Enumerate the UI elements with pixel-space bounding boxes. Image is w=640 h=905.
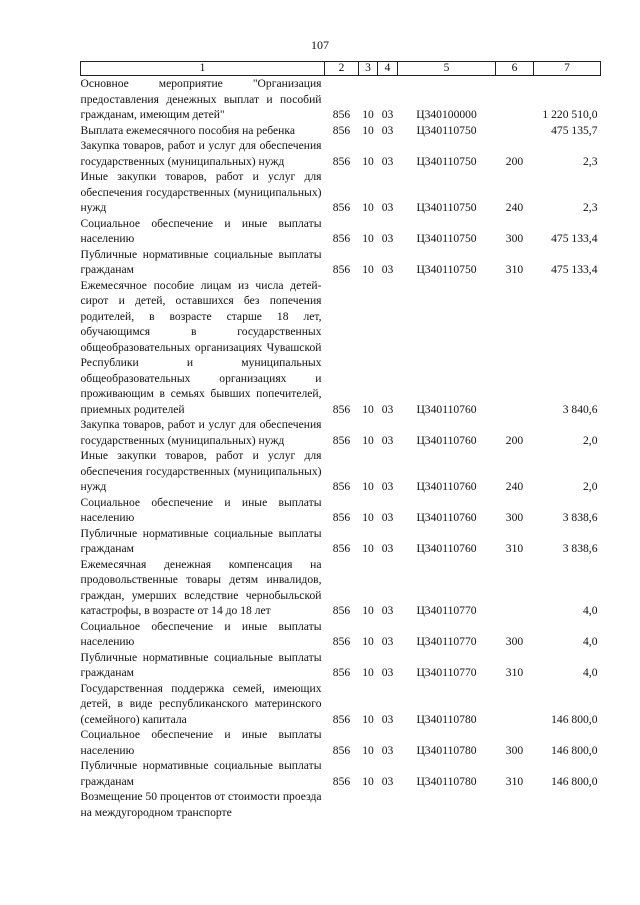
amount-cell: 2,3 <box>583 154 598 168</box>
expense-type-cell <box>496 278 534 418</box>
ministry-code-cell: 856 <box>332 402 351 416</box>
target-article-cell: Ц340110750 <box>416 201 477 214</box>
target-article-cell: Ц340110750 <box>416 154 477 168</box>
expense-type-cell <box>496 557 534 619</box>
table-body <box>81 76 601 821</box>
section-cell: 10 <box>362 511 374 524</box>
row-name-cell: Выплата ежемесячного пособия на ребенка <box>80 123 295 137</box>
ministry-code-cell: 856 <box>332 511 351 524</box>
subsection-cell: 03 <box>381 154 394 168</box>
expense-type-cell <box>496 76 534 123</box>
row-name-cell: Социальное обеспечение и иные выплаты населению <box>80 495 322 524</box>
budget-table <box>80 61 601 820</box>
row-name-cell: Ежемесячная денежная компенсация на продовольственные товары детям инвалидов, граждан, умерших вследствие чернобыльской катастрофы, в возрасте от 14 до 18 лет <box>80 557 322 617</box>
table-row <box>81 138 601 169</box>
table-row <box>81 650 601 681</box>
subsection-cell: 03 <box>381 108 394 121</box>
row-name-cell: Основное мероприятие "Организация предоставления денежных выплат и пособий гражданам, имеющим детей" <box>80 77 322 121</box>
column-header: 4 <box>378 62 398 76</box>
column-header-row <box>81 62 601 76</box>
amount-cell: 3 838,6 <box>562 511 598 524</box>
row-name-cell: Публичные нормативные социальные выплаты гражданам <box>80 650 322 679</box>
section-cell: 10 <box>362 108 374 121</box>
table-row <box>81 247 601 278</box>
expense-type-cell: 310 <box>505 774 524 788</box>
expense-type-cell: 300 <box>505 232 524 245</box>
page-number: 107 <box>311 38 329 52</box>
amount-cell: 146 800,0 <box>551 774 598 788</box>
table-row <box>81 758 601 789</box>
ministry-code-cell: 856 <box>332 263 351 276</box>
ministry-code-cell: 856 <box>332 480 351 493</box>
subsection-cell: 03 <box>381 511 394 524</box>
row-name-cell: Закупка товаров, работ и услуг для обеспечения государственных (муниципальных) нужд <box>80 418 322 447</box>
amount-cell: 475 133,4 <box>551 232 598 245</box>
expense-type-cell: 300 <box>505 743 524 757</box>
table-row <box>81 681 601 728</box>
subsection-cell: 03 <box>381 263 394 276</box>
subsection-cell: 03 <box>381 542 394 555</box>
section-cell: 10 <box>362 604 374 617</box>
ministry-code-cell <box>325 789 359 820</box>
section-cell: 10 <box>362 774 374 788</box>
table-row <box>81 216 601 247</box>
expense-type-cell: 240 <box>505 201 524 214</box>
subsection-cell: 03 <box>381 604 394 617</box>
section-cell: 10 <box>362 635 374 648</box>
ministry-code-cell: 856 <box>332 123 351 137</box>
table-row <box>81 278 601 418</box>
column-header: 1 <box>81 62 325 76</box>
table-row <box>81 619 601 650</box>
amount-cell: 146 800,0 <box>551 712 598 726</box>
row-name-cell: Ежемесячное пособие лицам из числа детей-сирот и детей, оставшихся без попечения родителей, в возрасте старше 18 лет, обучающимся в государственных общеобразовательных организациях Чувашской Республики и муниципальных общеобразовательных организациях и проживающим в семьях бывших попечителей, приемных родителей <box>80 278 322 416</box>
target-article-cell: Ц340110760 <box>416 480 477 493</box>
subsection-cell: 03 <box>381 743 394 757</box>
target-article-cell: Ц340110760 <box>416 402 477 416</box>
section-cell: 10 <box>362 712 374 726</box>
ministry-code-cell: 856 <box>332 604 351 617</box>
section-cell: 10 <box>362 480 374 493</box>
table-row <box>81 417 601 448</box>
amount-cell: 4,0 <box>583 604 598 617</box>
target-article-cell <box>398 789 496 820</box>
expense-type-cell: 300 <box>505 511 524 524</box>
target-article-cell: Ц340110770 <box>416 635 477 648</box>
amount-cell: 4,0 <box>583 666 598 679</box>
ministry-code-cell: 856 <box>332 433 351 447</box>
row-name-cell: Иные закупки товаров, работ и услуг для обеспечения государственных (муниципальных) нужд <box>80 449 322 493</box>
ministry-code-cell: 856 <box>332 232 351 245</box>
ministry-code-cell: 856 <box>332 108 351 121</box>
subsection-cell: 03 <box>381 433 394 447</box>
ministry-code-cell: 856 <box>332 542 351 555</box>
subsection-cell: 03 <box>381 480 394 493</box>
section-cell: 10 <box>362 666 374 679</box>
table-row <box>81 123 601 139</box>
expense-type-cell: 310 <box>505 666 524 679</box>
expense-type-cell <box>496 789 534 820</box>
table-row <box>81 169 601 216</box>
ministry-code-cell: 856 <box>332 712 351 726</box>
amount-cell: 3 838,6 <box>562 542 598 555</box>
ministry-code-cell: 856 <box>332 154 351 168</box>
target-article-cell: Ц340110770 <box>416 666 477 679</box>
ministry-code-cell: 856 <box>332 201 351 214</box>
subsection-cell: 03 <box>381 402 394 416</box>
target-article-cell: Ц340110770 <box>416 604 477 617</box>
row-name-cell: Возмещение 50 процентов от стоимости проезда на междугородном транспорте <box>80 790 322 819</box>
column-header: 5 <box>398 62 496 76</box>
amount-cell: 1 220 510,0 <box>542 108 598 121</box>
ministry-code-cell: 856 <box>332 666 351 679</box>
row-name-cell: Социальное обеспечение и иные выплаты населению <box>80 619 322 648</box>
table-row <box>81 526 601 557</box>
row-name-cell: Публичные нормативные социальные выплаты гражданам <box>80 247 322 276</box>
subsection-cell: 03 <box>381 635 394 648</box>
amount-cell: 4,0 <box>583 635 598 648</box>
amount-cell <box>534 789 601 820</box>
section-cell: 10 <box>362 542 374 555</box>
subsection-cell: 03 <box>381 774 394 788</box>
column-header: 2 <box>325 62 359 76</box>
section-cell: 10 <box>362 743 374 757</box>
amount-cell: 146 800,0 <box>551 743 598 757</box>
expense-type-cell: 310 <box>505 542 524 555</box>
target-article-cell: Ц340110760 <box>416 542 477 555</box>
ministry-code-cell: 856 <box>332 635 351 648</box>
row-name-cell: Закупка товаров, работ и услуг для обеспечения государственных (муниципальных) нужд <box>80 139 322 168</box>
table-row <box>81 448 601 495</box>
row-name-cell: Публичные нормативные социальные выплаты гражданам <box>80 759 322 788</box>
target-article-cell: Ц340110750 <box>416 263 477 276</box>
subsection-cell: 03 <box>381 666 394 679</box>
row-name-cell: Публичные нормативные социальные выплаты гражданам <box>80 526 322 555</box>
target-article-cell: Ц340110750 <box>416 232 477 245</box>
section-cell: 10 <box>362 232 374 245</box>
row-name-cell: Социальное обеспечение и иные выплаты населению <box>80 216 322 245</box>
expense-type-cell: 200 <box>505 154 524 168</box>
ministry-code-cell: 856 <box>332 774 351 788</box>
section-cell: 10 <box>362 123 374 137</box>
subsection-cell: 03 <box>381 712 394 726</box>
column-header: 6 <box>496 62 534 76</box>
section-cell <box>359 789 378 820</box>
target-article-cell: Ц340100000 <box>416 108 477 121</box>
expense-type-cell: 300 <box>505 635 524 648</box>
table-row <box>81 557 601 619</box>
target-article-cell: Ц340110760 <box>416 433 477 447</box>
section-cell: 10 <box>362 433 374 447</box>
column-header: 3 <box>359 62 378 76</box>
ministry-code-cell: 856 <box>332 743 351 757</box>
expense-type-cell: 310 <box>505 263 524 276</box>
target-article-cell: Ц340110760 <box>416 511 477 524</box>
section-cell: 10 <box>362 263 374 276</box>
table-row <box>81 495 601 526</box>
amount-cell: 2,0 <box>583 433 598 447</box>
section-cell: 10 <box>362 201 374 214</box>
expense-type-cell <box>496 681 534 728</box>
column-header: 7 <box>534 62 601 76</box>
section-cell: 10 <box>362 402 374 416</box>
subsection-cell <box>378 789 398 820</box>
amount-cell: 2,0 <box>583 480 598 493</box>
target-article-cell: Ц340110780 <box>416 712 477 726</box>
amount-cell: 3 840,6 <box>562 402 598 416</box>
target-article-cell: Ц340110750 <box>416 123 477 137</box>
section-cell: 10 <box>362 154 374 168</box>
subsection-cell: 03 <box>381 123 394 137</box>
expense-type-cell: 240 <box>505 480 524 493</box>
row-name-cell: Социальное обеспечение и иные выплаты населению <box>80 728 322 757</box>
target-article-cell: Ц340110780 <box>416 774 477 788</box>
subsection-cell: 03 <box>381 201 394 214</box>
row-name-cell: Государственная поддержка семей, имеющих детей, в виде республиканского материнского (семейного) капитала <box>80 681 322 726</box>
subsection-cell: 03 <box>381 232 394 245</box>
table-row <box>81 727 601 758</box>
amount-cell: 475 135,7 <box>551 123 598 137</box>
amount-cell: 475 133,4 <box>551 263 598 276</box>
expense-type-cell <box>496 123 534 139</box>
row-name-cell: Иные закупки товаров, работ и услуг для обеспечения государственных (муниципальных) нужд <box>80 170 322 214</box>
table-row <box>81 76 601 123</box>
table-row <box>81 789 601 820</box>
target-article-cell: Ц340110780 <box>416 743 477 757</box>
expense-type-cell: 200 <box>505 433 524 447</box>
amount-cell: 2,3 <box>583 201 598 214</box>
